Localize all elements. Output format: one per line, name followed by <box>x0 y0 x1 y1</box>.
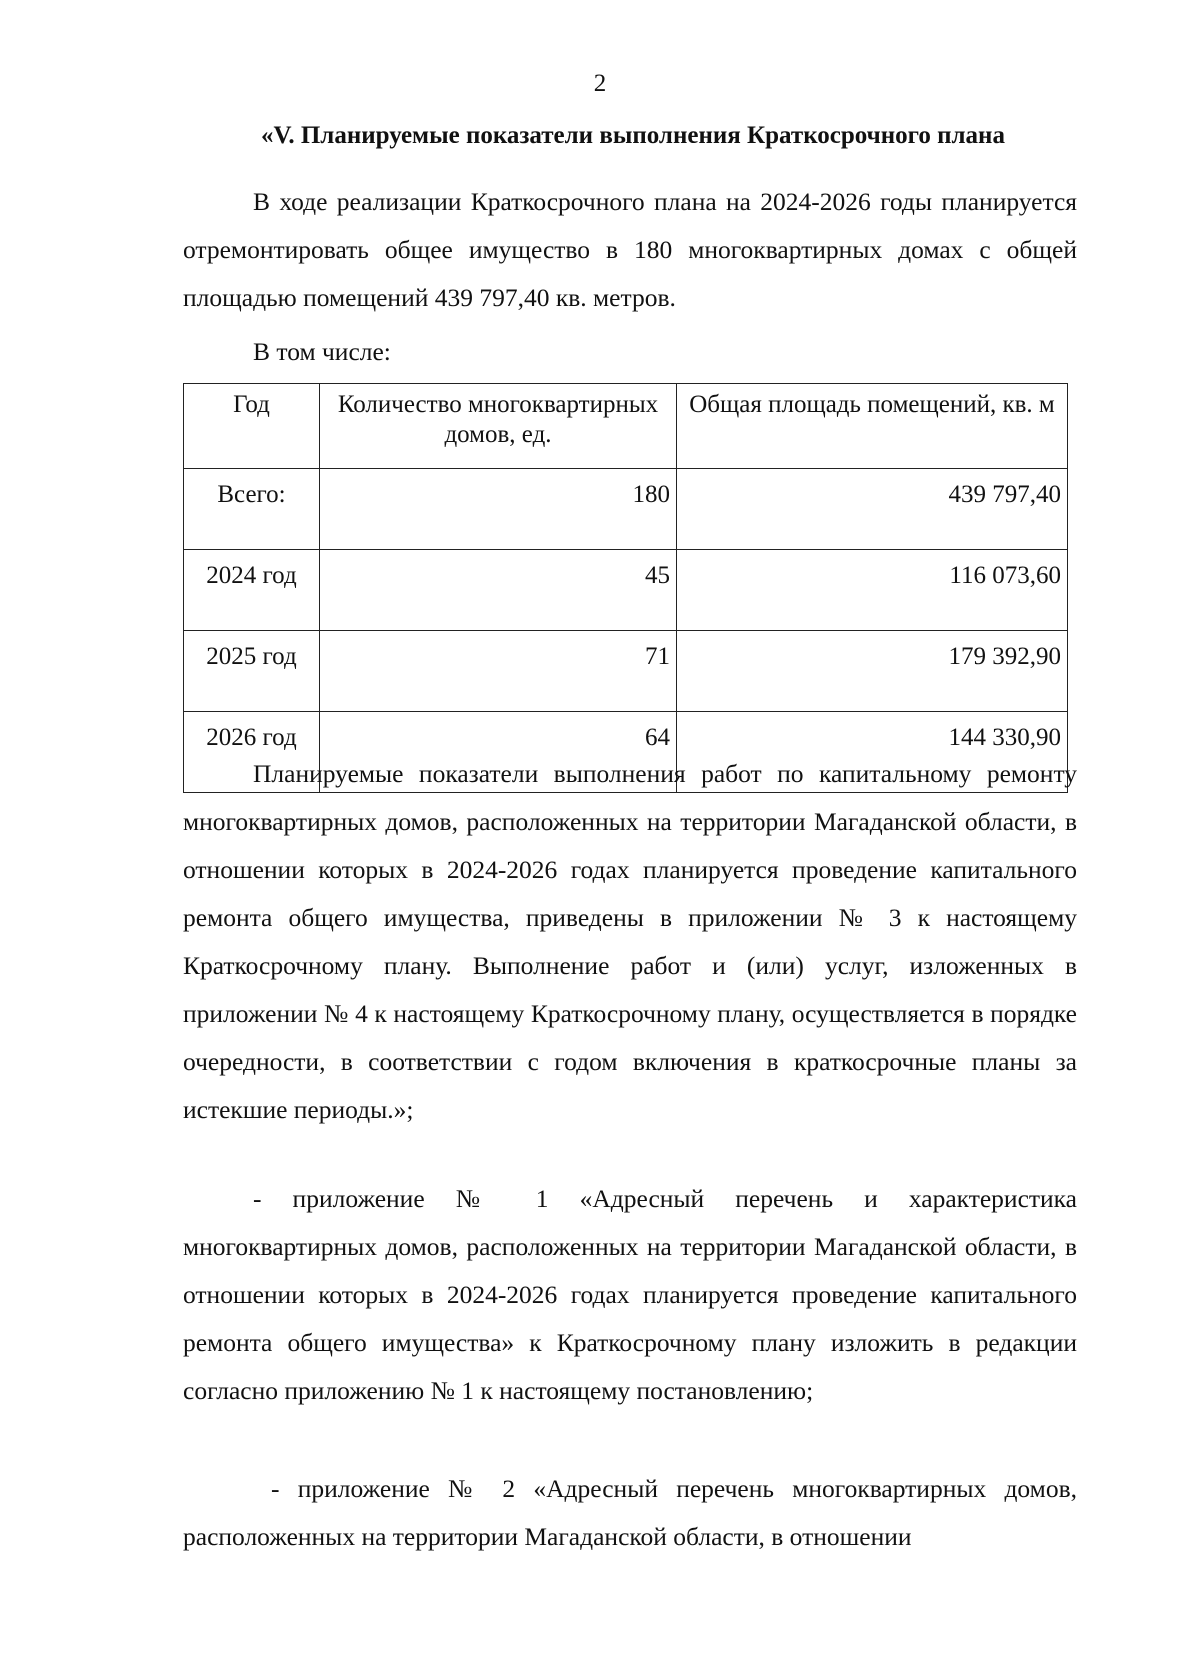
header-count: Количество многоквартирных домов, ед. <box>320 384 677 469</box>
row-area: 439 797,40 <box>677 469 1068 550</box>
indicators-paragraph: Планируемые показатели выполнения работ по капитальному ремонту многоквартирных домов, расположенных на территории Магаданской области, в отношении которых в 2024-2026 годах планируется проведение капитального ремонта общего имущества, приведены в приложении № 3 к настоящему Краткосрочному плану. Выполнение работ и (или) услуг, изложенных в приложении № 4 к настоящему Краткосрочному плану, осуществляется в порядке очередности, в соответствии с годом включения в краткосрочные планы за истекшие периоды.»; <box>183 759 1077 1124</box>
table-row <box>184 469 1068 550</box>
table-header-row <box>184 384 1068 469</box>
row-count: 64 <box>320 712 677 793</box>
including-label: В том числе: <box>253 337 391 366</box>
appendix-2-item: - приложение № 2 «Адресный перечень многоквартирных домов, расположенных на территории Магаданской области, в отношении <box>183 1474 1077 1551</box>
table-row <box>184 550 1068 631</box>
intro-paragraph: В ходе реализации Краткосрочного плана на 2024-2026 годы планируется отремонтировать общее имущество в 180 многоквартирных домах с общей площадью помещений 439 797,40 кв. метров. <box>183 187 1077 312</box>
row-year: 2026 год <box>184 712 320 793</box>
header-year: Год <box>184 384 320 469</box>
header-area: Общая площадь помещений, кв. м <box>677 384 1068 469</box>
appendix-1-item: - приложение № 1 «Адресный перечень и характеристика многоквартирных домов, расположенных на территории Магаданской области, в отношении которых в 2024-2026 годах планируется проведение капитального ремонта общего имущества» к Краткосрочному плану изложить в редакции согласно приложению № 1 к настоящему постановлению; <box>183 1184 1077 1405</box>
row-year: Всего: <box>184 469 320 550</box>
row-count: 71 <box>320 631 677 712</box>
page-number: 2 <box>593 70 607 97</box>
table-row <box>184 631 1068 712</box>
row-area: 144 330,90 <box>677 712 1068 793</box>
row-area: 116 073,60 <box>677 550 1068 631</box>
row-year: 2024 год <box>184 550 320 631</box>
row-count: 45 <box>320 550 677 631</box>
row-year: 2025 год <box>184 631 320 712</box>
row-count: 180 <box>320 469 677 550</box>
section-heading: «V. Планируемые показатели выполнения Краткосрочного плана <box>261 122 1005 149</box>
summary-table <box>183 383 1068 793</box>
row-area: 179 392,90 <box>677 631 1068 712</box>
